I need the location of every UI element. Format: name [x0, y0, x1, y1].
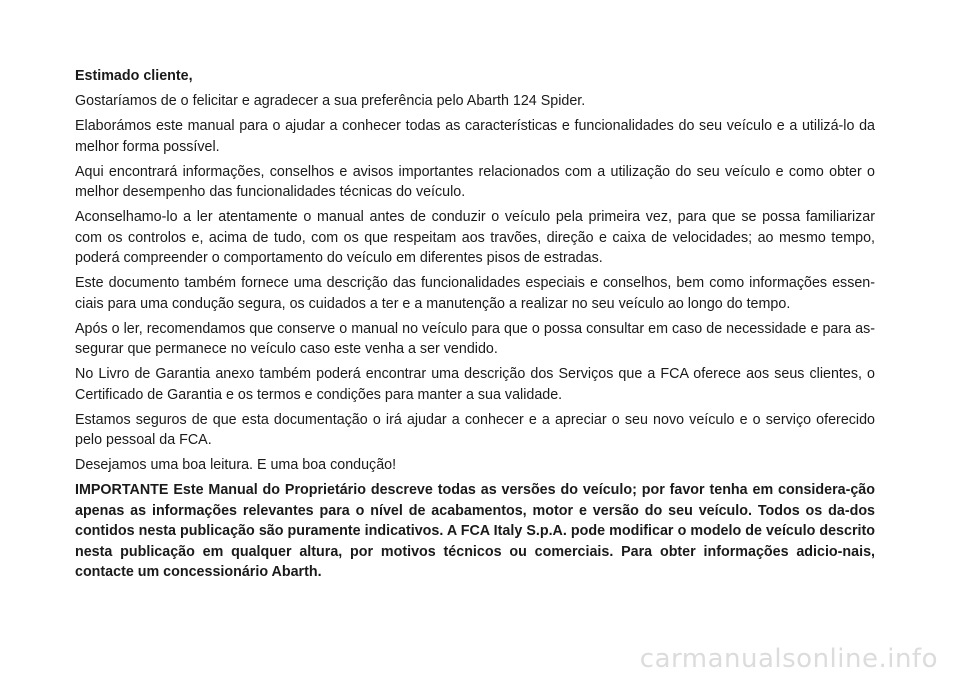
paragraph-purpose: Elaborámos este manual para o ajudar a conhecer todas as características e funcionalidades do seu veículo e a utilizá-lo da melhor forma possível.	[75, 118, 875, 155]
important-notice: IMPORTANTE Este Manual do Proprietário descreve todas as versões do veículo; por favor tenha em considera-ção apenas as informações relevantes para o nível de acabamentos, motor e versão do seu veículo. Todos os da-dos contidos nesta publicação são puramente indicativos. A FCA Italy S.p.A. pode modificar o modelo de veículo descrito nesta publicação em qualquer altura, por motivos técnicos ou comerciais. Para obter informações adicio-nais, contacte um concessionário Abarth.	[75, 482, 875, 580]
paragraph-assurance: Estamos seguros de que esta documentação o irá ajudar a conhecer e a apreciar o seu novo veículo e o serviço oferecido pelo pessoal da FCA.	[75, 411, 875, 448]
paragraph-special-features: Este documento também fornece uma descrição das funcionalidades especiais e conselhos, bem como informações essen-ciais para uma condução segura, os cuidados a ter e a manutenção a realizar no seu veículo ao longo do tempo.	[75, 275, 875, 312]
paragraph-information: Aqui encontrará informações, conselhos e avisos importantes relacionados com a utilização do seu veículo e como obter o melhor desempenho das funcionalidades técnicas do veículo.	[75, 163, 875, 200]
paragraph-warranty-book: No Livro de Garantia anexo também poderá encontrar uma descrição dos Serviços que a FCA oferece aos seus clientes, o Certificado de Garantia e os termos e condições para manter a sua validade.	[75, 366, 875, 403]
paragraph-closing: Desejamos uma boa leitura. E uma boa condução!	[75, 457, 397, 473]
greeting-heading: Estimado cliente,	[75, 68, 193, 84]
site-watermark: carmanualsonline.info	[639, 644, 938, 674]
paragraph-congratulations: Gostaríamos de o felicitar e agradecer a sua preferência pelo Abarth 124 Spider.	[75, 93, 586, 109]
paragraph-read-carefully: Aconselhamo-lo a ler atentamente o manual antes de conduzir o veículo pela primeira vez, para que se possa familiarizar com os controlos e, acima de tudo, com os que respeitam aos travões, direção e caixa de velocidades; ao mesmo tempo, poderá compreender o comportamento do veículo em diferentes pisos de estradas.	[75, 209, 875, 266]
paragraph-keep-manual: Após o ler, recomendamos que conserve o manual no veículo para que o possa consultar em caso de necessidade e para as-segurar que permanece no veículo caso este venha a ser vendido.	[75, 320, 875, 357]
manual-intro-page	[75, 66, 875, 587]
